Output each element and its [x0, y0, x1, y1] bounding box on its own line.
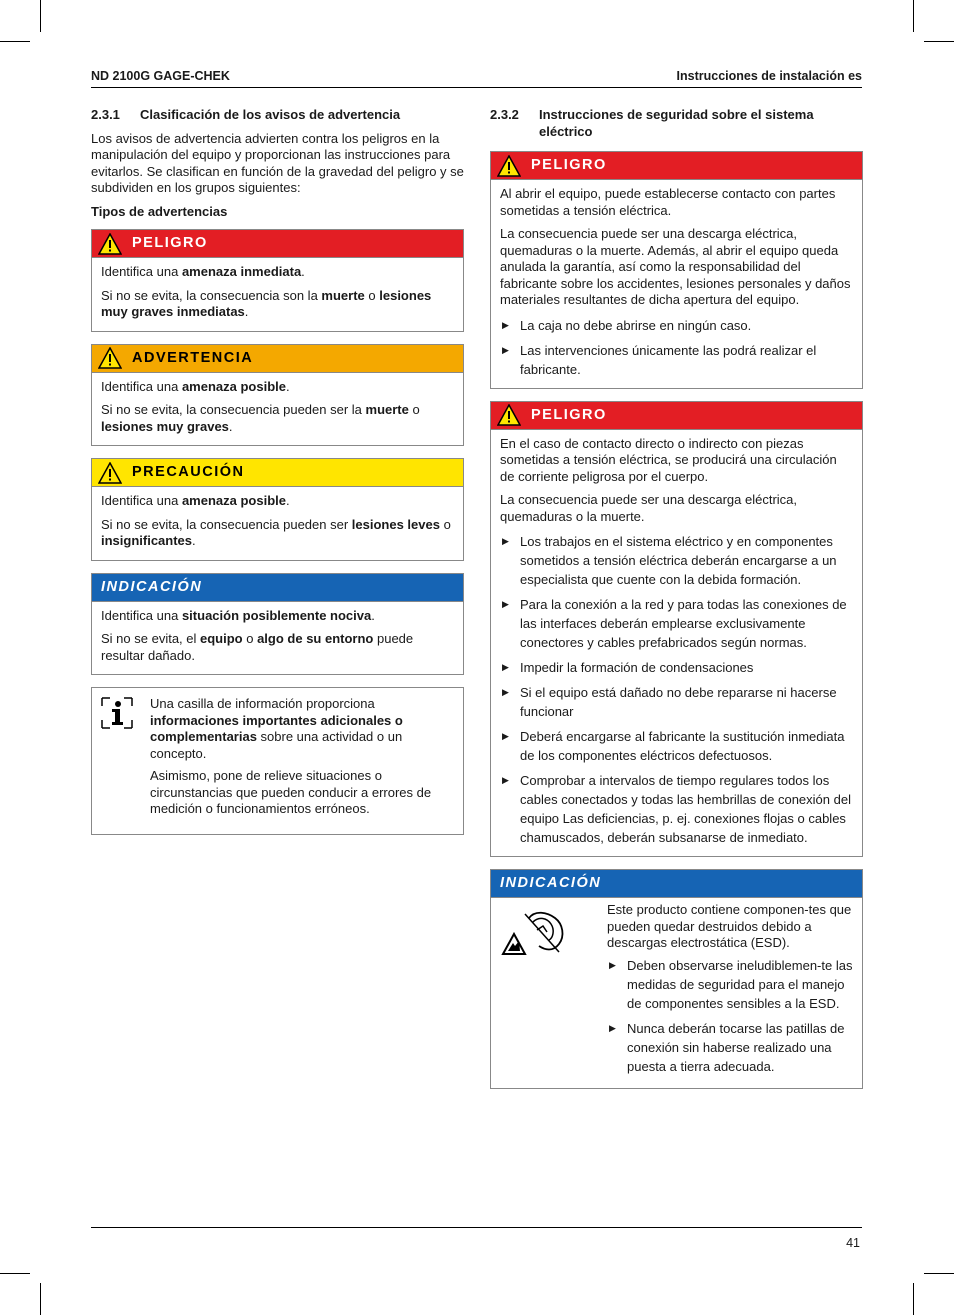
list-item: ▶ Impedir la formación de condensaciones	[500, 658, 854, 677]
crop-mark	[924, 41, 954, 42]
info-text	[150, 696, 453, 824]
precaucion-line1: Identifica una amenaza posible.	[101, 493, 290, 508]
esd-paragraph: Este producto contiene componen-tes que pueden quedar destruidos debido a descargas electrostática (ESD).	[607, 902, 852, 950]
indicacion-body	[92, 602, 463, 675]
precaucion-line2: Si no se evita, la consecuencia pueden ser lesiones leves o insignificantes.	[101, 516, 451, 548]
peligro-header	[92, 230, 463, 258]
section-number: 2.3.1	[91, 107, 120, 122]
crop-mark	[913, 0, 914, 32]
warning-triangle-icon	[497, 155, 521, 177]
warning-triangle-icon	[98, 233, 122, 255]
crop-mark	[924, 1273, 954, 1274]
warning-triangle-icon	[98, 347, 122, 369]
esd-text	[607, 902, 854, 1082]
advertencia-box	[91, 344, 464, 447]
right-column	[490, 107, 863, 1101]
advertencia-header	[92, 345, 463, 373]
list-item: ▶ Comprobar a intervalos de tiempo regulares todos los cables conectados y todas las hembrillas de conexión del equipo Las deficiencias, p. ej. conexiones flojas o cables chamuscados, deberán subsanarse de inmediato.	[500, 771, 854, 847]
list-item: ▶ La caja no debe abrirse en ningún caso.	[500, 316, 854, 335]
precaucion-body	[92, 487, 463, 560]
peligro-line1: Identifica una amenaza inmediata.	[101, 264, 305, 279]
peligro-bullets	[500, 316, 854, 379]
peligro-paragraph-2: La consecuencia puede ser una descarga eléctrica, quemaduras o la muerte. Además, al abrir el equipo queda anulada la garantía, así como la responsabilidad del fabricante sobre los accidentes, lesiones personales y daños materiales resultantes de dicha apertura del equipo.	[500, 226, 851, 307]
crop-mark	[40, 1283, 41, 1315]
advertencia-body	[92, 373, 463, 446]
list-item: ▶ Nunca deberán tocarse las patillas de conexión sin haberse realizado una puesta a tierra adecuada.	[607, 1019, 854, 1076]
esd-icon-wrap	[499, 902, 607, 1082]
intro-paragraph: Los avisos de advertencia advierten contra los peligros en la manipulación del equipo y proporcionan las instrucciones para evitarlos. Se clasifican en función de la gravedad del peligro y se subdividen en los grupos siguientes:	[91, 130, 464, 195]
info-paragraph-1: Una casilla de información proporciona informaciones importantes adicionales o complementarias sobre una actividad o un concepto.	[150, 696, 403, 761]
list-item: ▶ Deberá encargarse al fabricante la sustitución inmediata de los componentes eléctricos defectuosos.	[500, 727, 854, 765]
warning-triangle-icon	[497, 404, 521, 426]
list-item: ▶ Deben observarse ineludiblemen-te las medidas de seguridad para el manejo de componentes sensibles a la ESD.	[607, 956, 854, 1013]
indicacion-label: INDICACIÓN	[500, 875, 602, 892]
peligro-paragraph-1: Al abrir el equipo, puede establecerse contacto con partes sometidas a tensión eléctrica.	[500, 186, 836, 218]
section-heading	[91, 107, 464, 124]
header-rule	[91, 87, 862, 88]
indicacion-header	[491, 870, 862, 898]
peligro-label: PELIGRO	[531, 157, 607, 174]
esd-icon	[499, 908, 567, 958]
indicacion-box	[490, 869, 863, 1089]
indicacion-box	[91, 573, 464, 676]
crop-mark	[913, 1283, 914, 1315]
peligro-bullets	[500, 532, 854, 847]
peligro-header	[491, 402, 862, 430]
peligro-label: PELIGRO	[531, 406, 607, 423]
crop-mark	[40, 0, 41, 32]
page-header	[91, 69, 862, 83]
info-paragraph-2: Asimismo, pone de relieve situaciones o circunstancias que pueden conducir a errores de medición o funcionamientos erróneos.	[150, 768, 432, 816]
section-number: 2.3.2	[490, 107, 519, 122]
peligro-box-2	[490, 401, 863, 858]
peligro-box	[91, 229, 464, 332]
precaucion-box	[91, 458, 464, 561]
peligro-paragraph-2: La consecuencia puede ser una descarga eléctrica, quemaduras o la muerte.	[500, 492, 798, 524]
peligro-body	[491, 180, 862, 388]
peligro-label: PELIGRO	[132, 235, 208, 252]
warning-triangle-icon	[98, 462, 122, 484]
header-section-title: Instrucciones de instalación es	[676, 69, 862, 83]
info-icon-wrap	[100, 696, 150, 824]
header-doc-title: ND 2100G GAGE-CHEK	[91, 69, 230, 83]
list-item: ▶ Los trabajos en el sistema eléctrico y en componentes sometidos a tensión eléctrica deberán encargarse a un especialista que cuente con la debida formación.	[500, 532, 854, 589]
section-heading	[490, 107, 863, 140]
advertencia-line1: Identifica una amenaza posible.	[101, 378, 290, 394]
list-item: ▶ Las intervenciones únicamente las podrá realizar el fabricante.	[500, 341, 854, 379]
precaucion-label: PRECAUCIÓN	[132, 464, 245, 481]
indicacion-label: INDICACIÓN	[101, 578, 203, 595]
indicacion-header	[92, 574, 463, 602]
info-icon	[100, 696, 134, 730]
peligro-box-1	[490, 151, 863, 389]
left-column	[91, 107, 464, 835]
crop-mark	[0, 1273, 30, 1274]
advertencia-label: ADVERTENCIA	[132, 349, 254, 366]
precaucion-header	[92, 459, 463, 487]
indicacion-line1: Identifica una situación posiblemente nociva.	[101, 607, 375, 623]
peligro-body	[491, 430, 862, 857]
peligro-body	[92, 258, 463, 331]
esd-bullets	[607, 956, 854, 1076]
section-title: Instrucciones de seguridad sobre el sistema eléctrico	[539, 107, 814, 139]
page-number: 41	[846, 1236, 860, 1250]
peligro-line2: Si no se evita, la consecuencia son la muerte o lesiones muy graves inmediatas.	[101, 287, 432, 319]
crop-mark	[0, 41, 30, 42]
subheading: Tipos de advertencias	[91, 203, 228, 219]
info-box	[91, 687, 464, 835]
footer-rule	[91, 1227, 862, 1228]
indicacion-line2: Si no se evita, el equipo o algo de su entorno puede resultar dañado.	[101, 631, 414, 663]
peligro-paragraph-1: En el caso de contacto directo o indirecto con piezas sometidas a tensión eléctrica, se producirá una circulación de corriente peligrosa por el cuerpo.	[500, 435, 837, 484]
esd-body	[491, 898, 862, 1088]
section-title: Clasificación de los avisos de advertencia	[140, 107, 401, 122]
peligro-header	[491, 152, 862, 180]
list-item: ▶ Para la conexión a la red y para todas las conexiones de las interfaces deberán emplearse exclusivamente conectores y cables prefabricados según normas.	[500, 595, 854, 652]
list-item: ▶ Si el equipo está dañado no debe repararse ni hacerse funcionar	[500, 683, 854, 721]
advertencia-line2: Si no se evita, la consecuencia pueden ser la muerte o lesiones muy graves.	[101, 402, 420, 434]
